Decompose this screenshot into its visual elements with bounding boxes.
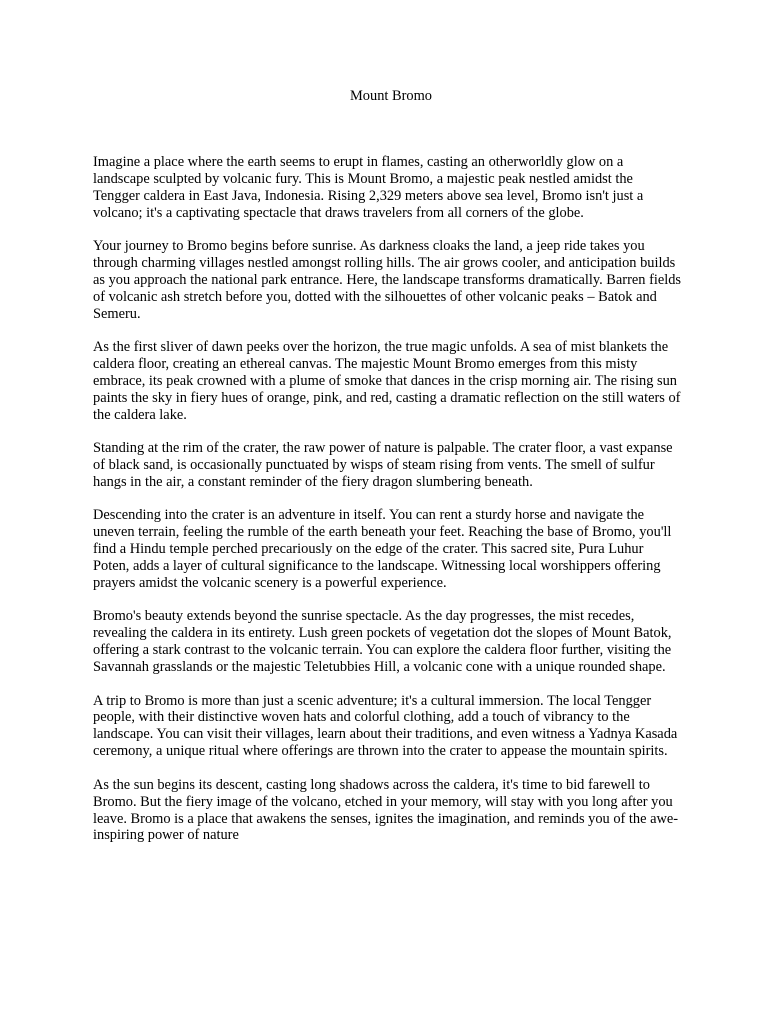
paragraph-1: Imagine a place where the earth seems to erupt in flames, casting an otherworldly glow on a landscape sculpted by volcanic fury. This is Mount Bromo, a majestic peak nestled amidst the Tengger caldera in East Java, Indonesia. Rising 2,329 meters above sea level, Bromo isn't just a volcano; it's a captivating spectacle that draws travelers from all corners of the globe. [93, 154, 644, 221]
paragraph-5: Descending into the crater is an adventure in itself. You can rent a sturdy horse and navigate the uneven terrain, feeling the rumble of the earth beneath your feet. Reaching the base of Bromo, you'll find a Hindu temple perched precariously on the edge of the crater. This sacred site, Pura Luhur Poten, adds a layer of cultural significance to the landscape. Witnessing local worshippers offering prayers amidst the volcanic scenery is a powerful experience. [93, 507, 672, 592]
paragraph-6: Bromo's beauty extends beyond the sunrise spectacle. As the day progresses, the mist recedes, revealing the caldera in its entirety. Lush green pockets of vegetation dot the slopes of Mount Batok, offering a stark contrast to the volcanic terrain. You can explore the caldera floor further, visiting the Savannah grasslands or the majestic Teletubbies Hill, a volcanic cone with a unique rounded shape. [93, 608, 672, 676]
document-body [93, 154, 683, 861]
paragraph-8: As the sun begins its descent, casting long shadows across the caldera, it's time to bid farewell to Bromo. But the fiery image of the volcano, etched in your memory, will stay with you long after you leave. Bromo is a place that awakens the senses, ignites the imagination, and reminds you of the awe-inspiring power of nature [93, 776, 679, 844]
paragraph-7: A trip to Bromo is more than just a scenic adventure; it's a cultural immersion. The local Tengger people, with their distinctive woven hats and colorful clothing, add a touch of vibrancy to the landscape. You can visit their villages, learn about their traditions, and even witness a Yadnya Kasada ceremony, a unique ritual where offerings are thrown into the crater to appease the mountain spirits. [93, 692, 678, 760]
document-title: Mount Bromo [350, 88, 432, 104]
paragraph-2: Your journey to Bromo begins before sunrise. As darkness cloaks the land, a jeep ride takes you through charming villages nestled amongst rolling hills. The air grows cooler, and anticipation builds as you approach the national park entrance. Here, the landscape transforms dramatically. Barren fields of volcanic ash stretch before you, dotted with the silhouettes of other volcanic peaks – Batok and Semeru. [93, 238, 682, 322]
paragraph-4: Standing at the rim of the crater, the raw power of nature is palpable. The crater floor, a vast expanse of black sand, is occasionally punctuated by wisps of steam rising from vents. The smell of sulfur hangs in the air, a constant reminder of the fiery dragon slumbering beneath. [93, 440, 673, 490]
paragraph-3: As the first sliver of dawn peeks over the horizon, the true magic unfolds. A sea of mist blankets the caldera floor, creating an ethereal canvas. The majestic Mount Bromo emerges from this misty embrace, its peak crowned with a plume of smoke that dances in the crisp morning air. The rising sun paints the sky in fiery hues of orange, pink, and red, casting a dramatic reflection on the still waters of the caldera lake. [93, 339, 681, 423]
